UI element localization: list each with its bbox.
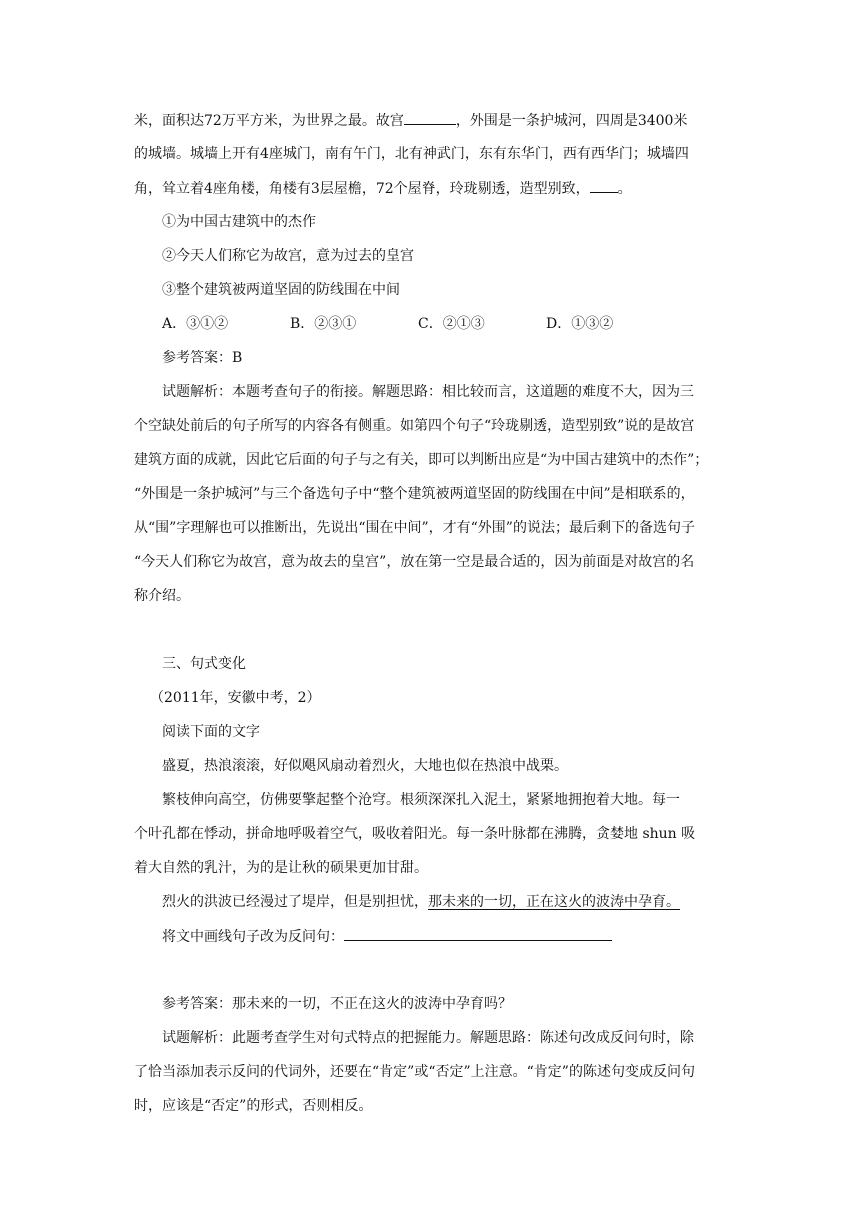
reading-text-2-line-1: 繁枝伸向高空，仿佛要擎起整个沧穹。根须深深扎入泥土，紧紧地拥抱着大地。每一 (162, 792, 680, 808)
choice-c: C．②①③ (418, 316, 485, 332)
option-2: ②今天人们称它为故宫，意为过去的皇宫 (162, 248, 414, 264)
reading-text-3 (162, 892, 680, 912)
choice-d: D．①③② (546, 316, 614, 332)
reference-answer-2: 参考答案：那未来的一切，不正在这火的波涛中孕育吗？ (162, 996, 512, 1012)
passage-text: 角，耸立着4座角楼，角楼有3层屋檐，72个屋脊，玲珑剔透，造型别致， (134, 181, 590, 197)
choice-b: B．②③① (290, 316, 357, 332)
reading-text-1: 盛夏，热浪滚滚，好似飓风扇动着烈火，大地也似在热浪中战栗。 (162, 758, 568, 774)
option-3: ③整个建筑被两道坚固的防线围在中间 (162, 282, 400, 298)
answer-blank (344, 926, 612, 941)
section-heading: 三、句式变化 (162, 656, 246, 672)
passage-line-3 (134, 178, 632, 199)
explanation-line-5: 从“围”字理解也可以推断出，先说出“围在中间”，才有“外围”的说法；最后剩下的备选句子 (134, 520, 695, 536)
reading-text: 烈火的洪波已经漫过了堤岸，但是别担忧， (162, 894, 428, 910)
explanation-line-3: 建筑方面的成就，因此它后面的句子与之有关，即可以判断出应是“为中国古建筑中的杰作”； (134, 452, 709, 468)
reading-text-2-line-3: 着大自然的乳汁，为的是让秋的硕果更加甘甜。 (134, 860, 428, 876)
task-line (162, 926, 612, 947)
option-1: ①为中国古建筑中的杰作 (162, 214, 316, 230)
underlined-sentence: 那未来的一切，正在这火的波涛中孕育。 (428, 894, 680, 910)
explanation2-line-3: 时，应该是“否定”的形式，否则相反。 (134, 1098, 373, 1114)
explanation-line-2: 个空缺处前后的句子所写的内容各有侧重。如第四个句子“玲珑剔透，造型别致”说的是故宫 (134, 418, 695, 434)
question-source: （2011年，安徽中考，2） (150, 690, 321, 706)
reference-answer: 参考答案：B (162, 350, 243, 366)
explanation-line-1: 试题解析：本题考查句子的衔接。解题思路：相比较而言，这道题的难度不大，因为三 (162, 384, 694, 400)
fill-blank-2 (590, 178, 618, 193)
explanation-line-4: “外围是一条护城河”与三个备选句子中“整个建筑被两道坚固的防线围在中间”是相联系的， (134, 486, 695, 502)
explanation2-line-1: 试题解析：此题考查学生对句式特点的把握能力。解题思路：陈述句改成反问句时，除 (162, 1030, 694, 1046)
fill-blank-1 (404, 110, 456, 125)
passage-text: 米，面积达72万平方米，为世界之最。故宫 (134, 113, 404, 129)
answer-choices (162, 314, 613, 334)
instruction: 阅读下面的文字 (162, 724, 260, 740)
explanation2-line-2: 了恰当添加表示反问的代词外，还要在“肯定”或“否定”上注意。“肯定”的陈述句变成反问句 (134, 1064, 695, 1080)
passage-line-1 (134, 110, 687, 131)
passage-text: ，外围是一条护城河，四周是3400米 (455, 113, 688, 129)
explanation-line-6: “今天人们称它为故宫，意为故去的皇宫”，放在第一空是最合适的，因为前面是对故宫的名 (134, 554, 695, 570)
passage-text: 。 (617, 181, 632, 197)
passage-line-2: 的城墙。城墙上开有4座城门，南有午门，北有神武门，东有东华门，西有西华门；城墙四 (134, 146, 689, 162)
task-prompt: 将文中画线句子改为反问句： (162, 929, 344, 945)
choice-a: A．③①② (162, 316, 229, 332)
reading-text-2-line-2: 个叶孔都在悸动，拼命地呼吸着空气，吸收着阳光。每一条叶脉都在沸腾，贪婪地 shun 吸 (134, 826, 696, 842)
explanation-line-7: 称介绍。 (134, 588, 190, 604)
